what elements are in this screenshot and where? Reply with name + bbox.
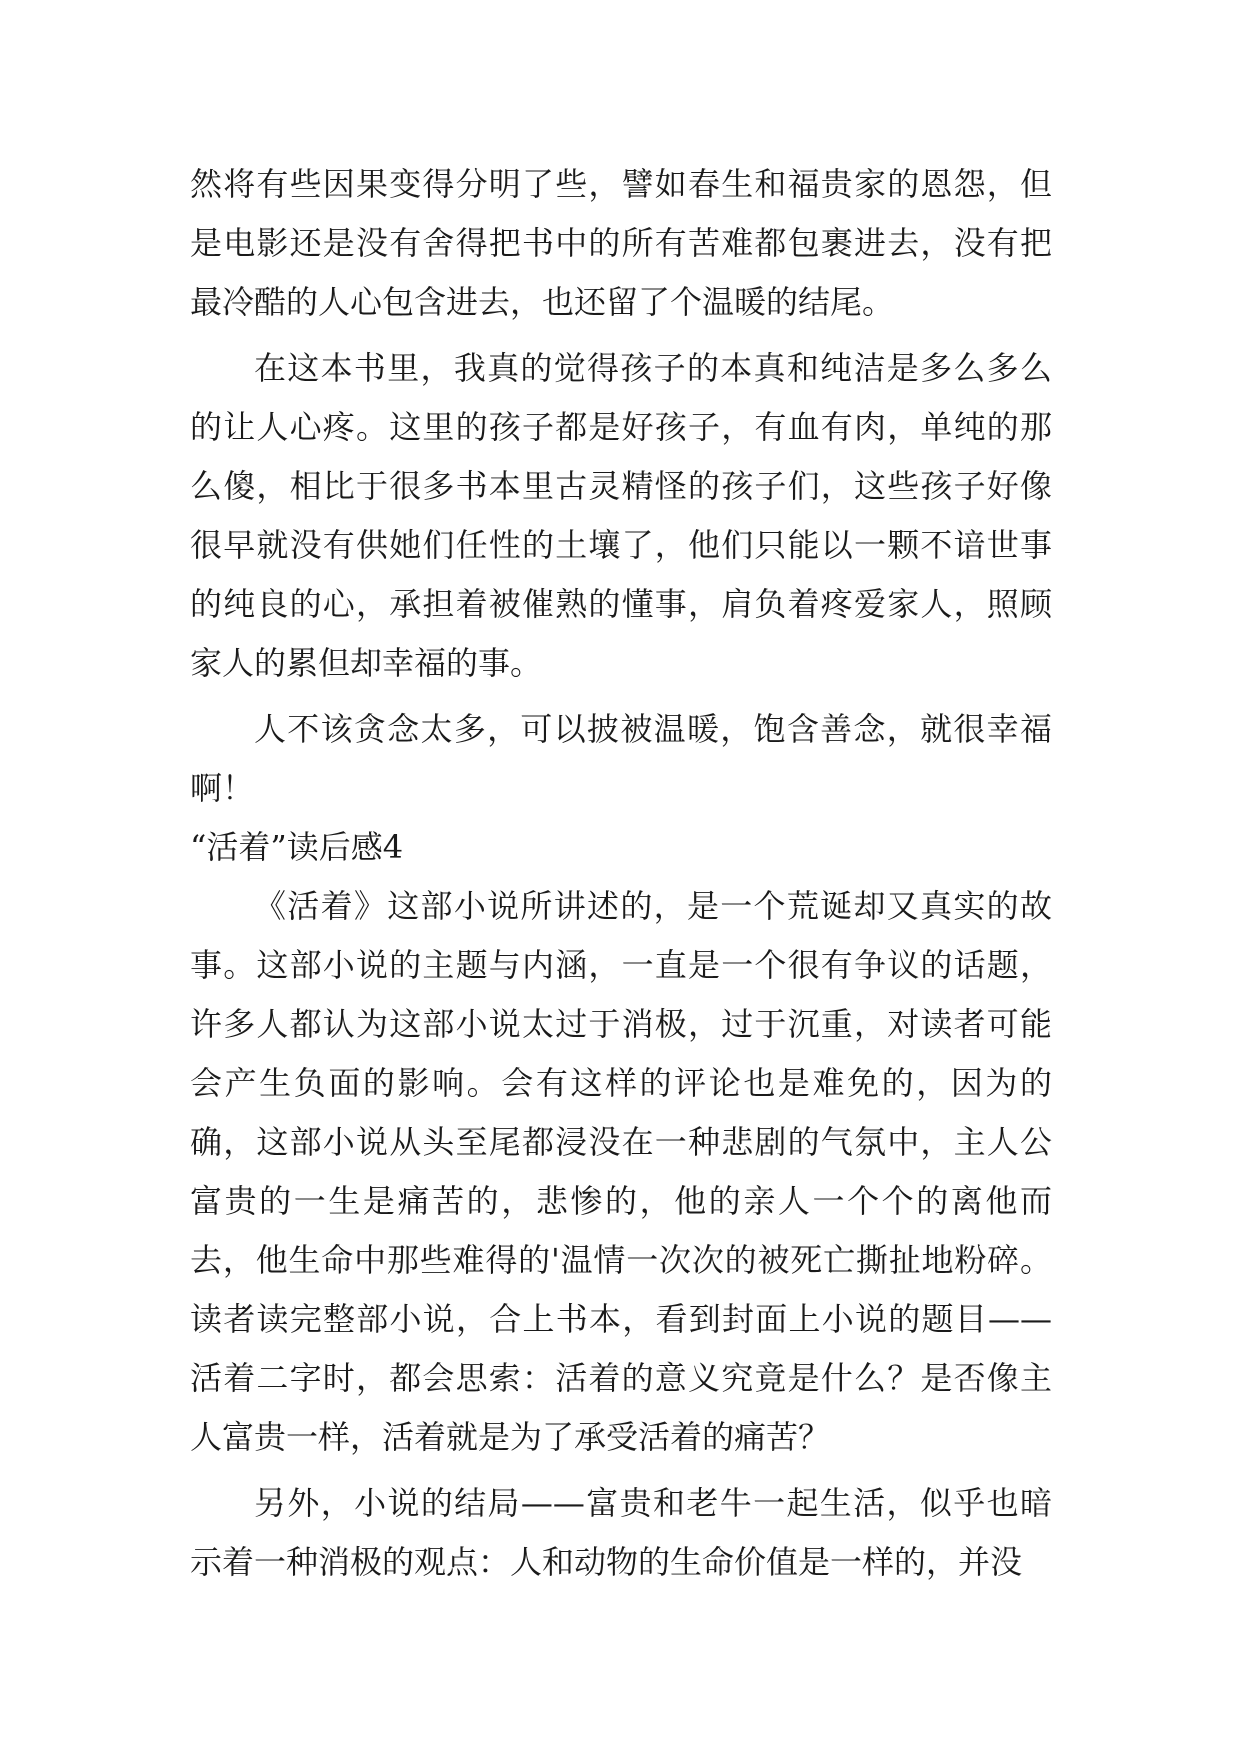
paragraph-happiness: 人不该贪念太多，可以披被温暖，饱含善念，就很幸福啊！: [190, 710, 1052, 807]
paragraph-novel-theme: 《活着》这部小说所讲述的，是一个荒诞却又真实的故事。这部小说的主题与内涵，一直是一个很有争议的话题，许多人都认为这部小说太过于消极，过于沉重，对读者可能会产生负面的影响。会有这样的评论也是难免的，因为的确，这部小说从头至尾都浸没在一种悲剧的气氛中，主人公富贵的一生是痛苦的，悲惨的，他的亲人一个个的离他而去，他生命中那些难得的'温情一次次的被死亡撕扯地粉碎。读者读完整部小说，合上书本，看到封面上小说的题目——活着二字时，都会思索：活着的意义究竟是什么？是否像主人富贵一样，活着就是为了承受活着的痛苦？: [190, 887, 1052, 1456]
paragraph-novel-ending: 另外，小说的结局——富贵和老牛一起生活，似乎也暗示着一种消极的观点：人和动物的生命价值是一样的，并没: [190, 1484, 1052, 1581]
document-body: [190, 155, 1052, 1592]
paragraph-children: 在这本书里，我真的觉得孩子的本真和纯洁是多么多么的让人心疼。这里的孩子都是好孩子，有血有肉，单纯的那么傻，相比于很多书本里古灵精怪的孩子们，这些孩子好像很早就没有供她们任性的土壤了，他们只能以一颗不谙世事的纯良的心，承担着被催熟的懂事，肩负着疼爱家人，照顾家人的累但却幸福的事。: [190, 349, 1052, 682]
paragraph-continuation: 然将有些因果变得分明了些，譬如春生和福贵家的恩怨，但是电影还是没有舍得把书中的所有苦难都包裹进去，没有把最冷酷的人心包含进去，也还留了个温暖的结尾。: [190, 165, 1052, 321]
section-heading: “活着”读后感4: [190, 828, 404, 866]
